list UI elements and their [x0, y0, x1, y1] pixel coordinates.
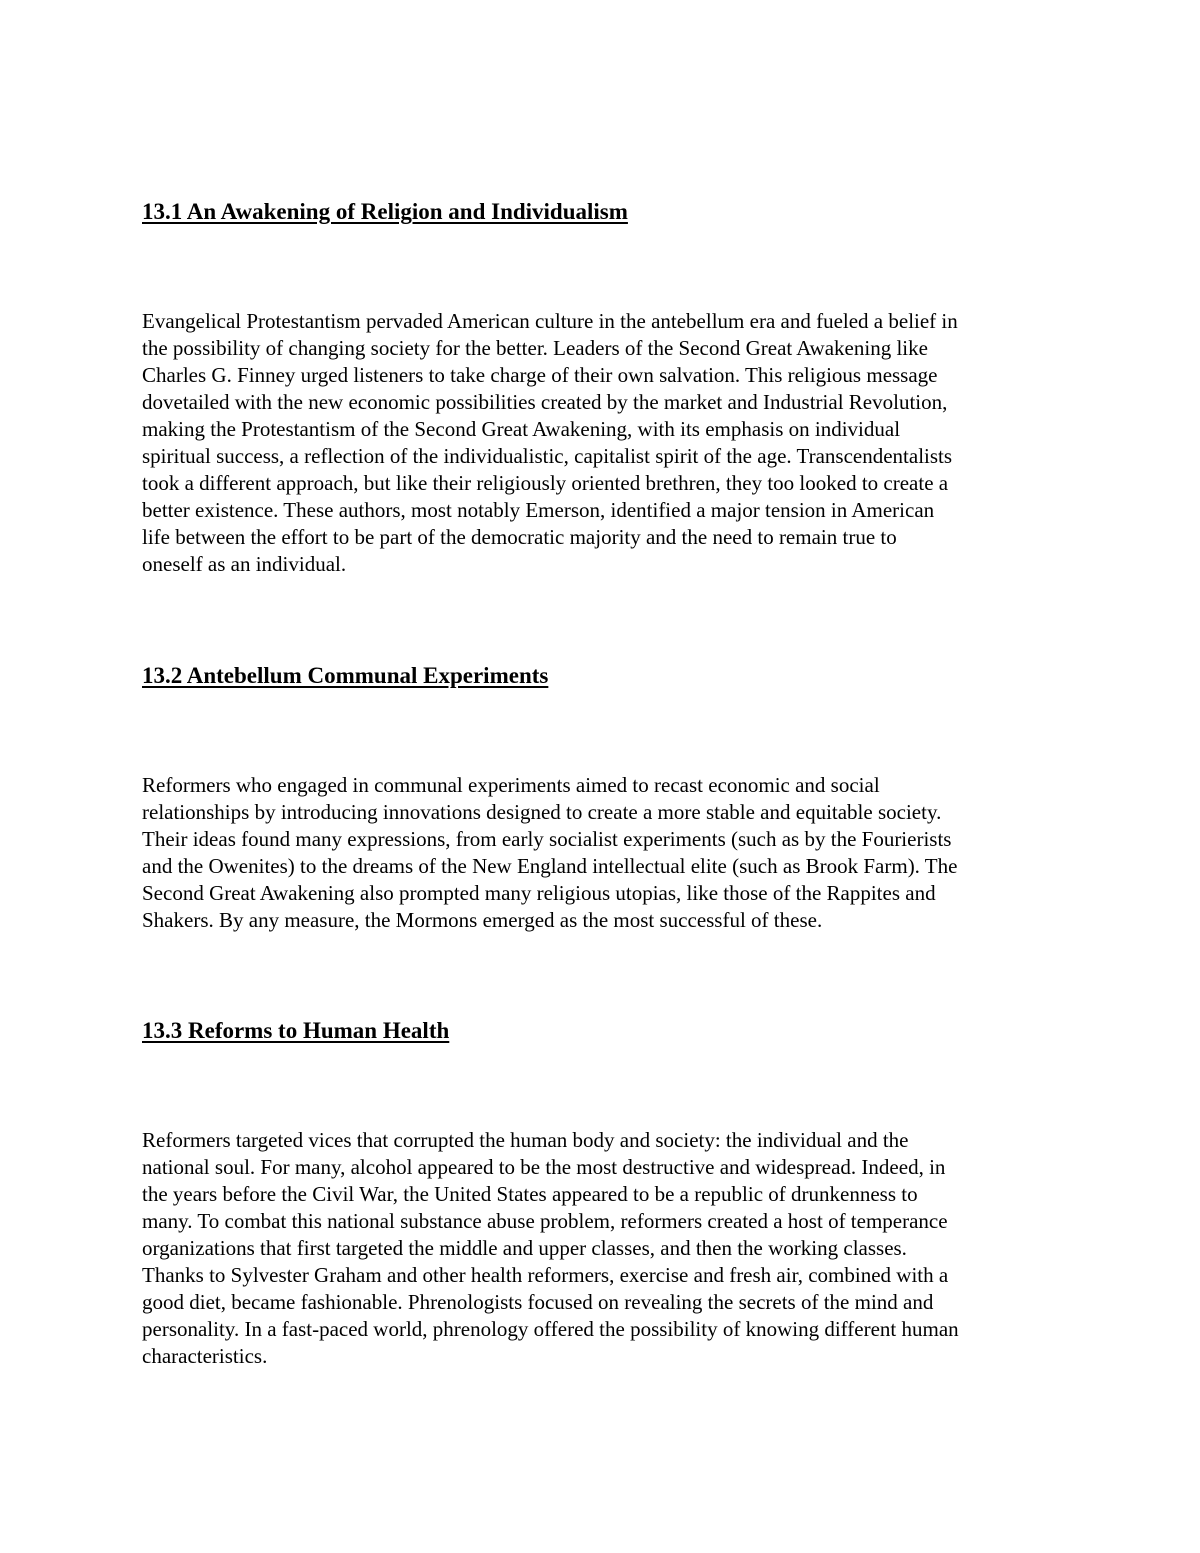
section-heading-13-3: 13.3 Reforms to Human Health — [142, 1018, 450, 1043]
paragraph-line: life between the effort to be part of the democratic majority and the need to remain true to — [142, 525, 897, 549]
paragraph-line: Reformers targeted vices that corrupted the human body and society: the individual and the — [142, 1128, 909, 1152]
paragraph-line: many. To combat this national substance abuse problem, reformers created a host of temperance — [142, 1209, 948, 1233]
paragraph-line: oneself as an individual. — [142, 552, 347, 576]
paragraph-line: Evangelical Protestantism pervaded American culture in the antebellum era and fueled a belief in — [142, 309, 958, 333]
section-paragraph-13-2 — [142, 772, 1072, 934]
paragraph-line: and the Owenites) to the dreams of the New England intellectual elite (such as Brook Farm). The — [142, 854, 958, 878]
paragraph-line: Charles G. Finney urged listeners to take charge of their own salvation. This religious message — [142, 363, 938, 387]
paragraph-line: personality. In a fast-paced world, phrenology offered the possibility of knowing different human — [142, 1317, 959, 1341]
paragraph-line: relationships by introducing innovations designed to create a more stable and equitable society. — [142, 800, 942, 824]
paragraph-line: better existence. These authors, most notably Emerson, identified a major tension in American — [142, 498, 935, 522]
paragraph-line: Their ideas found many expressions, from early socialist experiments (such as by the Fourierists — [142, 827, 952, 851]
paragraph-line: Second Great Awakening also prompted many religious utopias, like those of the Rappites and — [142, 881, 936, 905]
paragraph-line: spiritual success, a reflection of the individualistic, capitalist spirit of the age. Transcendentalists — [142, 444, 953, 468]
paragraph-line: the possibility of changing society for the better. Leaders of the Second Great Awakening like — [142, 336, 928, 360]
paragraph-line: organizations that first targeted the middle and upper classes, and then the working classes. — [142, 1236, 907, 1260]
paragraph-line: dovetailed with the new economic possibilities created by the market and Industrial Revolution, — [142, 390, 948, 414]
paragraph-line: took a different approach, but like their religiously oriented brethren, they too looked to create a — [142, 471, 949, 495]
paragraph-line: Shakers. By any measure, the Mormons emerged as the most successful of these. — [142, 908, 823, 932]
section-paragraph-13-1 — [142, 308, 1072, 578]
paragraph-line: characteristics. — [142, 1344, 268, 1368]
section-heading-13-1: 13.1 An Awakening of Religion and Individualism — [142, 199, 628, 224]
section-heading-13-2: 13.2 Antebellum Communal Experiments — [142, 663, 549, 688]
paragraph-line: Thanks to Sylvester Graham and other health reformers, exercise and fresh air, combined with a — [142, 1263, 949, 1287]
paragraph-line: making the Protestantism of the Second Great Awakening, with its emphasis on individual — [142, 417, 901, 441]
paragraph-line: the years before the Civil War, the United States appeared to be a republic of drunkenness to — [142, 1182, 918, 1206]
paragraph-line: Reformers who engaged in communal experiments aimed to recast economic and social — [142, 773, 880, 797]
paragraph-line: good diet, became fashionable. Phrenologists focused on revealing the secrets of the mind and — [142, 1290, 934, 1314]
paragraph-line: national soul. For many, alcohol appeared to be the most destructive and widespread. Indeed, in — [142, 1155, 946, 1179]
section-paragraph-13-3 — [142, 1127, 1072, 1370]
